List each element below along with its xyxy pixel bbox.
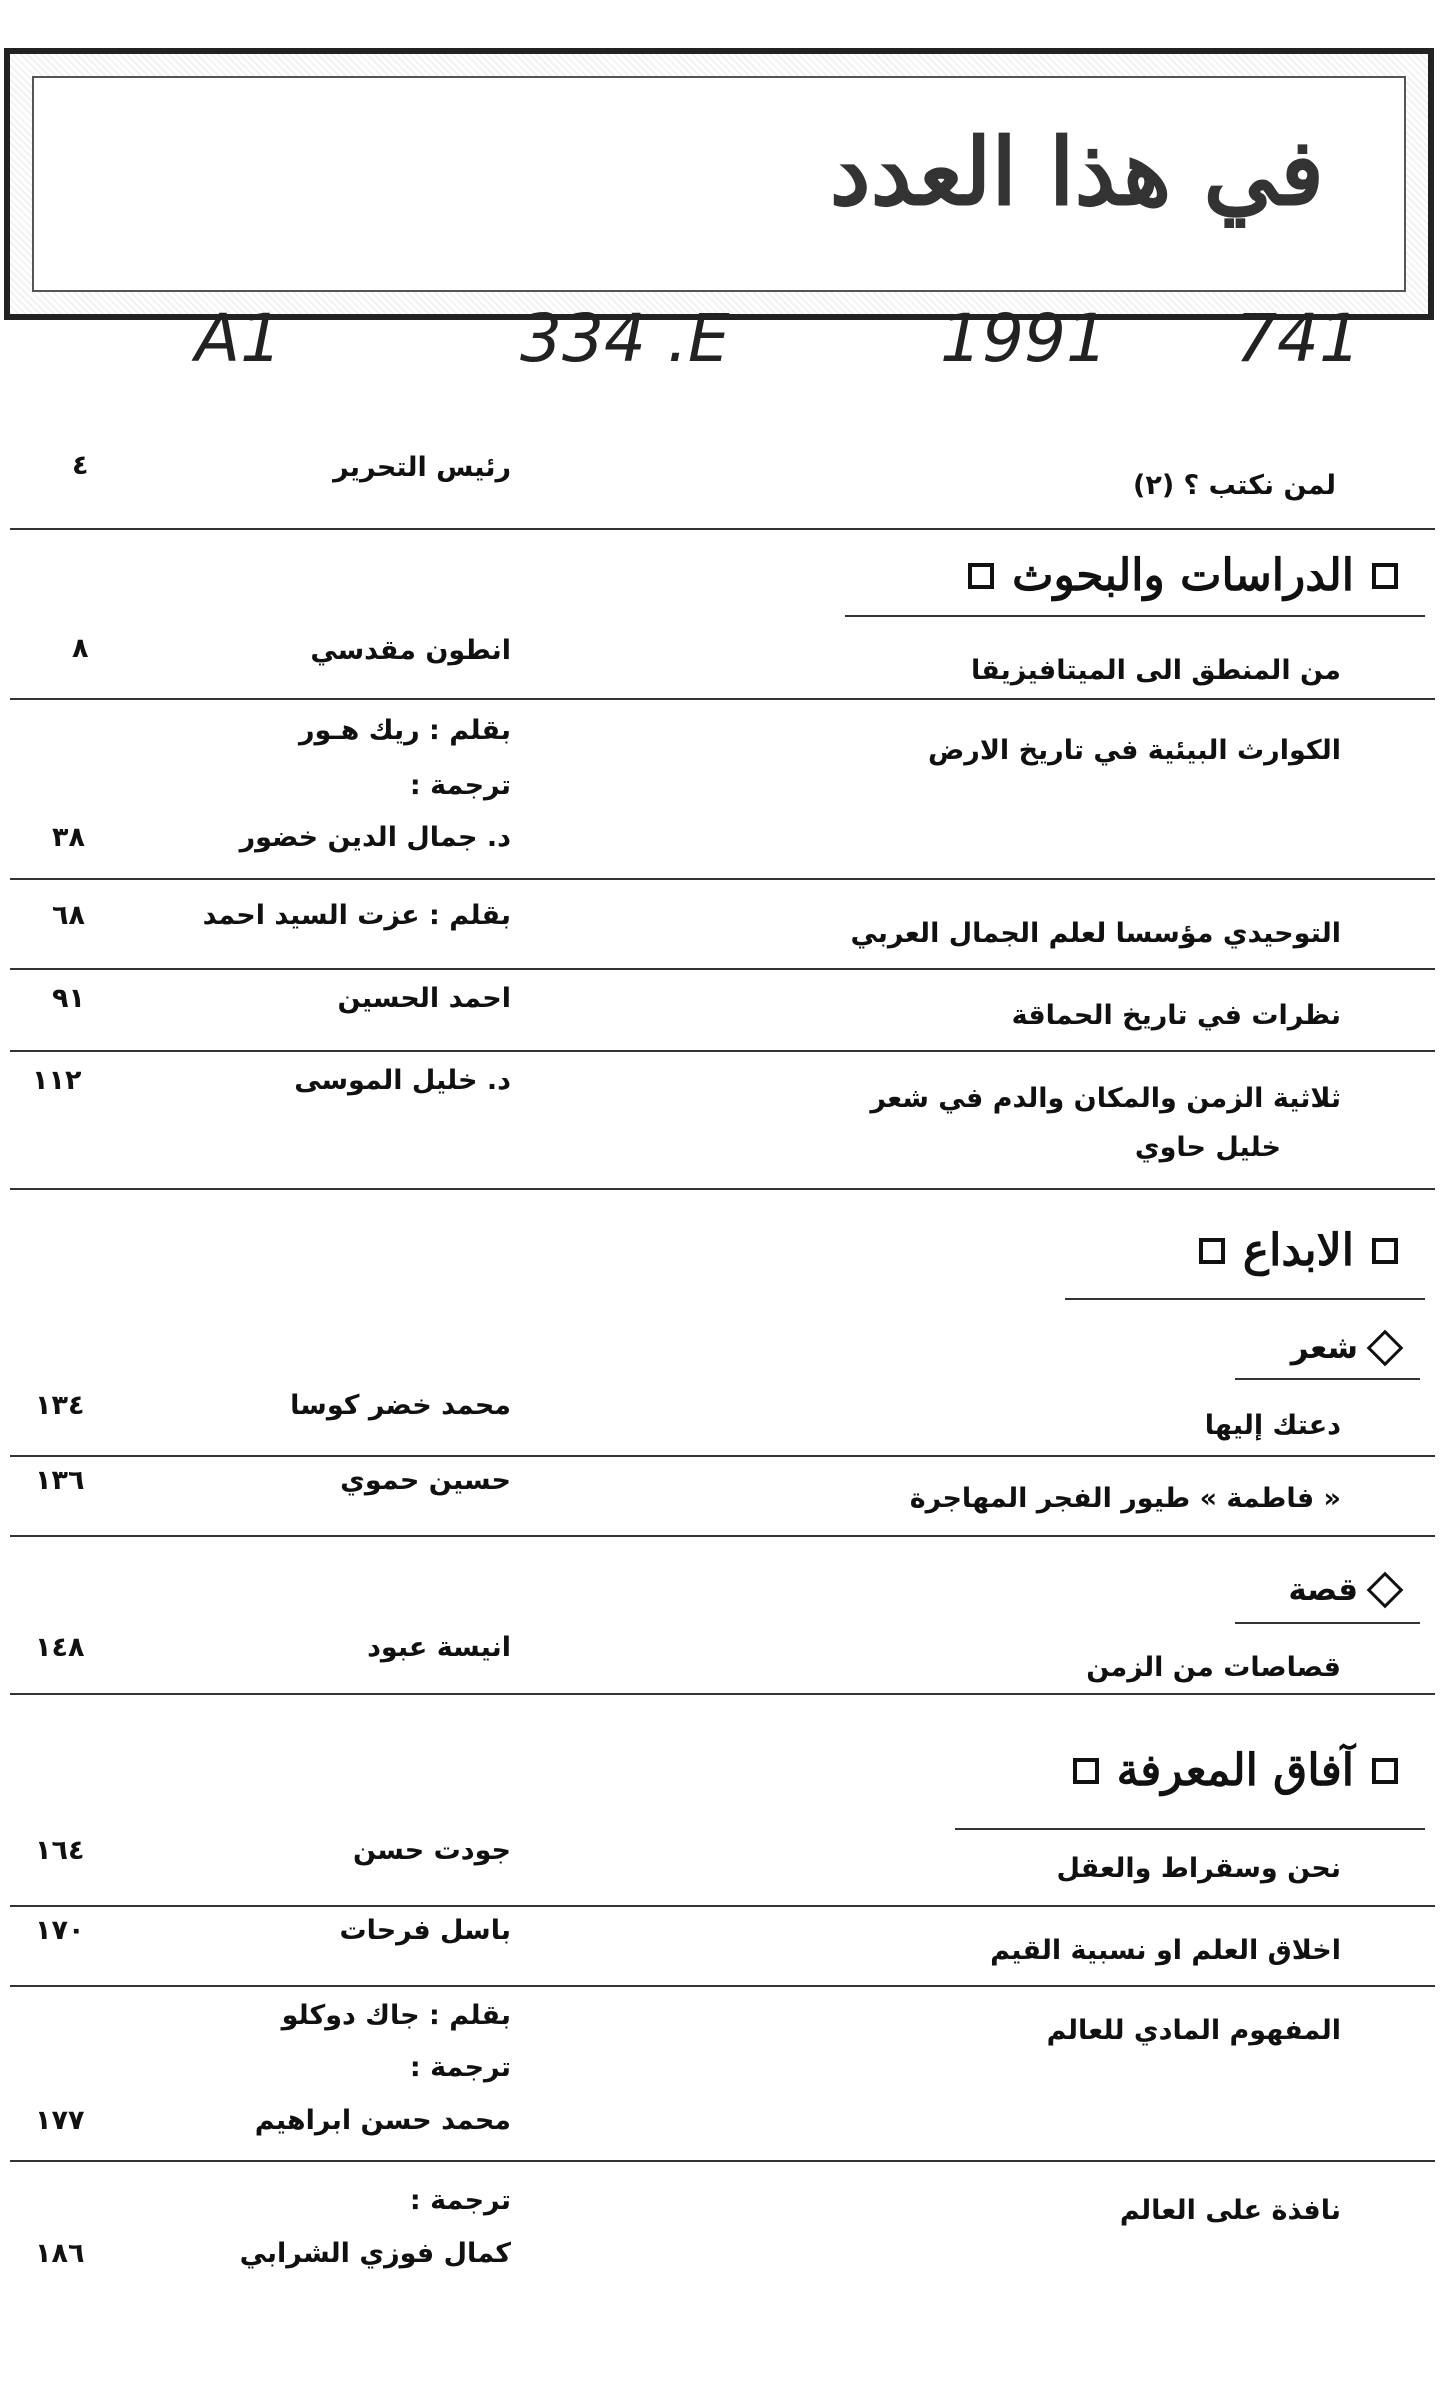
toc-author: ترجمة : [409,770,511,801]
toc-page: ٣٨ [52,822,85,853]
toc-author: جودت حسن [352,1835,511,1866]
section-title: الابداع [1242,1225,1354,1276]
checkbox-square-icon [1372,1758,1398,1784]
toc-author: انطون مقدسي [310,635,511,666]
divider [10,528,1435,530]
toc-author: انيسة عبود [367,1632,511,1663]
toc-title: اخلاق العلم او نسبية القيم [990,1935,1341,1966]
handwritten-note-4: 741 [1235,300,1361,377]
toc-title: خليل حاوي [1134,1132,1281,1163]
divider [10,878,1435,880]
subsection-underline [1235,1622,1420,1624]
checkbox-square-icon [968,563,994,589]
toc-page: ٤ [72,450,89,481]
section-heading-knowledge [1073,1745,1398,1796]
toc-title: نظرات في تاريخ الحماقة [1011,1000,1341,1031]
toc-title: الكوارث البيئية في تاريخ الارض [927,735,1341,766]
toc-title: « فاطمة » طيور الفجر المهاجرة [909,1483,1341,1514]
toc-author: كمال فوزي الشرابي [239,2238,511,2269]
section-underline [955,1828,1425,1830]
divider [10,2160,1435,2162]
diamond-icon [1367,1572,1404,1609]
section-title: الدراسات والبحوث [1012,550,1354,601]
toc-author: محمد خضر كوسا [290,1390,511,1421]
section-heading-studies [968,550,1398,601]
handwritten-note-3: 1991 [940,300,1108,377]
toc-page: ١٨٦ [35,2238,85,2269]
toc-author: احمد الحسين [337,983,511,1014]
handwritten-note-2: 334 .E [520,300,730,377]
subsection-heading-poetry [1291,1330,1398,1366]
divider [10,1188,1435,1190]
toc-author: باسل فرحات [339,1915,511,1946]
title-frame [4,48,1434,320]
subsection-title: شعر [1290,1330,1358,1366]
section-title: آفاق المعرفة [1116,1745,1354,1796]
toc-title: المفهوم المادي للعالم [1046,2015,1341,2046]
subsection-heading-story [1288,1572,1398,1608]
toc-page: ١١٢ [32,1065,82,1096]
divider [10,1985,1435,1987]
toc-page: ٦٨ [52,900,85,931]
toc-page: ١٧٧ [35,2105,85,2136]
toc-page: ١٧٠ [35,1915,85,1946]
toc-page: ١٣٦ [35,1465,85,1496]
toc-title: دعتك إليها [1204,1410,1341,1441]
toc-author: بقلم : جاك دوكلو [281,2000,511,2031]
divider [10,968,1435,970]
section-underline [1065,1298,1425,1300]
section-heading-creativity [1199,1225,1398,1276]
toc-title: نافذة على العالم [1119,2195,1341,2226]
toc-page: ٩١ [52,983,85,1014]
subsection-underline [1235,1378,1420,1380]
toc-title: من المنطق الى الميتافيزيقا [971,655,1341,686]
toc-author: رئيس التحرير [333,452,511,483]
toc-author: بقلم : ريك هـور [298,715,511,746]
toc-author: محمد حسن ابراهيم [254,2105,511,2136]
title-inner-frame [32,76,1406,292]
toc-page: ٨ [72,633,89,664]
checkbox-square-icon [1073,1758,1099,1784]
toc-page: ١٤٨ [35,1632,85,1663]
diamond-icon [1367,1330,1404,1367]
toc-author: حسين حموي [340,1465,511,1496]
toc-author: ترجمة : [409,2052,511,2083]
toc-author: د. خليل الموسى [294,1065,511,1096]
divider [10,698,1435,700]
divider [10,1535,1435,1537]
section-underline [845,615,1425,617]
handwritten-note-1: A1 [195,300,283,377]
toc-author: د. جمال الدين خضور [239,822,511,853]
toc-page: ١٣٤ [35,1390,85,1421]
toc-title: نحن وسقراط والعقل [1056,1853,1341,1884]
toc-title: التوحيدي مؤسسا لعلم الجمال العربي [850,918,1341,949]
toc-author: ترجمة : [409,2185,511,2216]
divider [10,1693,1435,1695]
divider [10,1455,1435,1457]
divider [10,1050,1435,1052]
toc-title: قصاصات من الزمن [1086,1652,1341,1683]
toc-author: بقلم : عزت السيد احمد [202,900,511,931]
toc-page: ١٦٤ [35,1835,85,1866]
page-title: في هذا العدد [829,118,1324,226]
checkbox-square-icon [1199,1238,1225,1264]
toc-title: لمن نكتب ؟ (٢) [1132,470,1336,501]
checkbox-square-icon [1372,1238,1398,1264]
toc-title: ثلاثية الزمن والمكان والدم في شعر [870,1083,1341,1114]
divider [10,1905,1435,1907]
checkbox-square-icon [1372,563,1398,589]
subsection-title: قصة [1288,1572,1358,1608]
